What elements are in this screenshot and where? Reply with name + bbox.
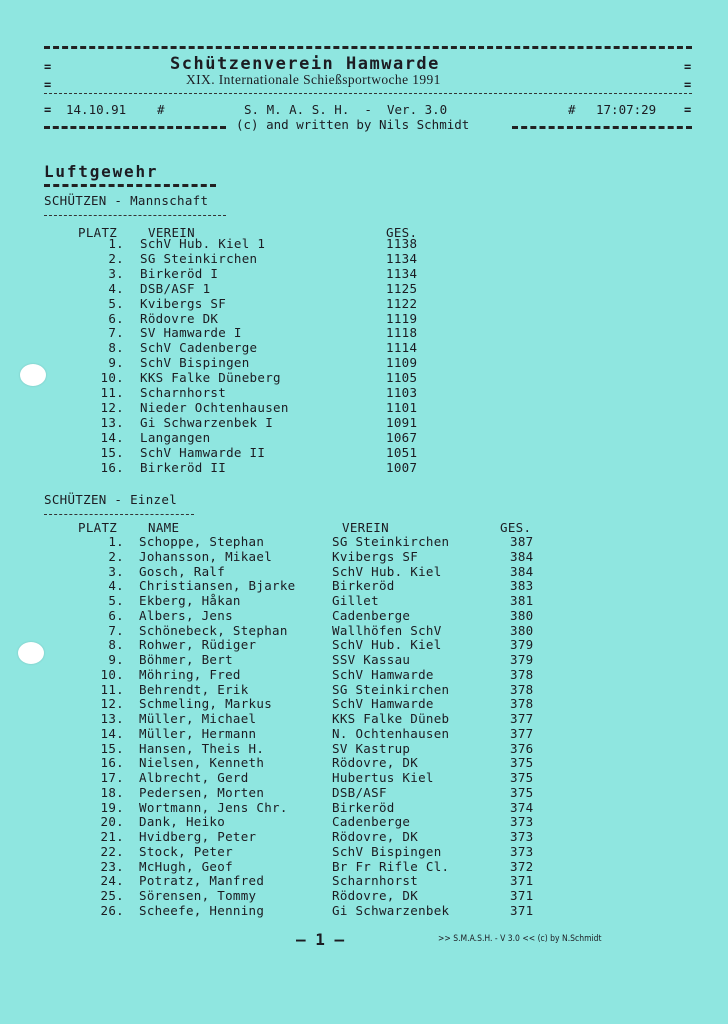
- team-row: [0, 281, 728, 296]
- team-ges: 1103: [386, 385, 418, 400]
- single-platz: 10.: [100, 666, 124, 682]
- single-name: Dank, Heiko: [139, 814, 226, 830]
- single-row: [0, 578, 728, 593]
- single-ges: 378: [510, 666, 534, 682]
- single-verein: SG Steinkirchen: [332, 534, 450, 549]
- header-right-marker: =: [684, 60, 692, 74]
- team-row: [0, 311, 728, 326]
- team-verein: SchV Hub. Kiel 1: [140, 236, 266, 251]
- single-row: [0, 800, 728, 815]
- single-ges: 373: [510, 814, 534, 830]
- single-name: Christiansen, Bjarke: [139, 578, 296, 594]
- team-row: [0, 340, 728, 355]
- team-section-underline: [44, 215, 226, 216]
- single-platz: 2.: [108, 548, 124, 564]
- team-row: [0, 251, 728, 266]
- single-verein: N. Ochtenhausen: [332, 725, 450, 741]
- header-rule-top: [44, 46, 692, 49]
- team-row: [0, 355, 728, 370]
- team-col-verein: VEREIN: [148, 225, 195, 240]
- single-platz: 24.: [100, 873, 124, 889]
- team-col-platz: PLATZ: [78, 225, 118, 240]
- single-row: [0, 652, 728, 667]
- team-verein: SchV Hamwarde II: [140, 444, 266, 460]
- team-ges: 1114: [386, 340, 418, 356]
- print-time: 17:07:29: [596, 102, 657, 117]
- team-platz: 14.: [100, 429, 124, 445]
- single-platz: 1.: [108, 534, 124, 549]
- team-verein: SG Steinkirchen: [140, 250, 258, 266]
- single-name: Schmeling, Markus: [139, 696, 273, 712]
- team-row: [0, 236, 728, 251]
- single-row: [0, 623, 728, 638]
- single-verein: Gillet: [332, 593, 379, 608]
- single-ges: 377: [510, 711, 534, 726]
- single-row: [0, 859, 728, 874]
- team-row: [0, 445, 728, 460]
- single-platz: 19.: [100, 799, 124, 815]
- header-right-marker: =: [684, 103, 692, 117]
- single-name: Rohwer, Rüdiger: [139, 637, 257, 653]
- single-ges: 384: [510, 563, 534, 579]
- single-name: Böhmer, Bert: [139, 652, 233, 667]
- single-ges: 381: [510, 593, 534, 608]
- team-platz: 7.: [108, 325, 124, 341]
- team-row: [0, 415, 728, 430]
- single-name: Müller, Michael: [139, 711, 257, 726]
- team-ges: 1138: [386, 236, 418, 251]
- single-name: Hvidberg, Peter: [139, 829, 257, 844]
- single-section-underline: [44, 514, 194, 515]
- single-row: [0, 696, 728, 711]
- team-verein: Nieder Ochtenhausen: [140, 399, 289, 415]
- team-ges: 1119: [386, 310, 418, 326]
- single-verein: SV Kastrup: [332, 740, 411, 756]
- single-verein: Gi Schwarzenbek: [332, 902, 450, 918]
- single-platz: 18.: [100, 784, 124, 800]
- single-platz: 5.: [108, 593, 124, 608]
- single-row: [0, 888, 728, 903]
- single-platz: 14.: [100, 725, 124, 741]
- team-row: [0, 266, 728, 281]
- single-col-name: NAME: [148, 520, 180, 535]
- single-ges: 379: [510, 652, 534, 667]
- single-verein: Wallhöfen SchV: [332, 622, 442, 638]
- single-ges: 375: [510, 770, 534, 785]
- single-verein: KKS Falke Düneb: [332, 711, 450, 726]
- team-verein: Rödovre DK: [140, 310, 219, 326]
- single-platz: 13.: [100, 711, 124, 726]
- credit-line: (c) and written by Nils Schmidt: [236, 117, 470, 132]
- single-ges: 371: [510, 873, 534, 889]
- team-ges: 1125: [386, 280, 418, 296]
- single-ges: 374: [510, 799, 534, 815]
- team-ges: 1122: [386, 295, 418, 311]
- single-platz: 12.: [100, 696, 124, 712]
- print-date: 14.10.91: [66, 102, 127, 117]
- single-verein: Birkeröd: [332, 799, 395, 815]
- single-ges: 376: [510, 740, 534, 756]
- single-row: [0, 814, 728, 829]
- team-platz: 5.: [108, 295, 124, 311]
- single-col-verein: VEREIN: [342, 520, 389, 535]
- single-verein: Cadenberge: [332, 607, 411, 623]
- team-ges: 1134: [386, 250, 418, 266]
- team-platz: 8.: [108, 340, 124, 356]
- single-ges: 371: [510, 902, 534, 918]
- discipline-underline: [44, 184, 216, 187]
- header-left-marker: =: [44, 60, 52, 74]
- single-verein: Rödovre, DK: [332, 888, 419, 903]
- team-platz: 13.: [100, 414, 124, 430]
- team-platz: 15.: [100, 444, 124, 460]
- team-platz: 11.: [100, 385, 124, 400]
- team-platz: 1.: [108, 236, 124, 251]
- team-verein: Birkeröd II: [140, 459, 227, 475]
- single-verein: Rödovre, DK: [332, 829, 419, 844]
- single-verein: Br Fr Rifle Cl.: [332, 858, 450, 874]
- single-row: [0, 549, 728, 564]
- single-ges: 372: [510, 858, 534, 874]
- single-verein: DSB/ASF: [332, 784, 387, 800]
- single-row: [0, 682, 728, 697]
- single-row: [0, 844, 728, 859]
- event-title: XIX. Internationale Schießsportwoche 1991: [186, 72, 441, 87]
- single-platz: 23.: [100, 858, 124, 874]
- single-section-title: SCHÜTZEN - Einzel: [44, 492, 178, 507]
- single-ges: 380: [510, 607, 534, 623]
- single-row: [0, 726, 728, 741]
- team-verein: DSB/ASF 1: [140, 280, 211, 296]
- single-verein: SG Steinkirchen: [332, 681, 450, 697]
- team-platz: 10.: [100, 370, 124, 386]
- single-verein: SchV Hub. Kiel: [332, 637, 442, 653]
- team-row: [0, 296, 728, 311]
- single-ges: 383: [510, 578, 534, 594]
- single-ges: 375: [510, 755, 534, 771]
- single-verein: Kvibergs SF: [332, 548, 419, 564]
- club-name: Schützenverein Hamwarde: [170, 54, 440, 74]
- single-platz: 11.: [100, 681, 124, 697]
- single-row: [0, 755, 728, 770]
- single-name: Sörensen, Tommy: [139, 888, 257, 903]
- team-platz: 6.: [108, 310, 124, 326]
- single-row: [0, 637, 728, 652]
- header-rule-bottom-right: [512, 126, 692, 129]
- single-row: [0, 770, 728, 785]
- team-row: [0, 400, 728, 415]
- single-col-platz: PLATZ: [78, 520, 118, 535]
- single-platz: 6.: [108, 607, 124, 623]
- single-name: Gosch, Ralf: [139, 563, 226, 579]
- page-number: — 1 —: [296, 930, 345, 949]
- team-ges: 1051: [386, 444, 418, 460]
- header-left-marker: =: [44, 78, 52, 92]
- single-name: Müller, Hermann: [139, 725, 257, 741]
- team-ges: 1105: [386, 370, 418, 386]
- single-ges: 373: [510, 843, 534, 859]
- header-left-marker: =: [44, 103, 52, 117]
- program-version: S. M. A. S. H. - Ver. 3.0: [244, 102, 448, 117]
- single-ges: 384: [510, 548, 534, 564]
- team-verein: KKS Falke Düneberg: [140, 370, 281, 386]
- single-verein: Rödovre, DK: [332, 755, 419, 771]
- team-col-ges: GES.: [386, 225, 418, 240]
- header-rule-bottom-left: [44, 126, 226, 129]
- single-name: Wortmann, Jens Chr.: [139, 799, 288, 815]
- team-ges: 1091: [386, 414, 418, 430]
- single-verein: SSV Kassau: [332, 652, 411, 667]
- single-ges: 378: [510, 696, 534, 712]
- team-verein: SchV Cadenberge: [140, 340, 258, 356]
- single-platz: 4.: [108, 578, 124, 594]
- single-platz: 9.: [108, 652, 124, 667]
- team-platz: 4.: [108, 280, 124, 296]
- single-name: McHugh, Geof: [139, 858, 233, 874]
- single-row: [0, 608, 728, 623]
- team-row: [0, 325, 728, 340]
- single-platz: 21.: [100, 829, 124, 844]
- single-verein: Cadenberge: [332, 814, 411, 830]
- single-name: Albers, Jens: [139, 607, 233, 623]
- hash-separator: #: [568, 102, 576, 117]
- single-verein: SchV Hub. Kiel: [332, 563, 442, 579]
- team-row: [0, 430, 728, 445]
- single-verein: SchV Hamwarde: [332, 696, 434, 712]
- single-name: Albrecht, Gerd: [139, 770, 249, 785]
- team-ges: 1067: [386, 429, 418, 445]
- team-verein: SchV Bispingen: [140, 355, 250, 371]
- single-name: Potratz, Manfred: [139, 873, 265, 889]
- single-row: [0, 534, 728, 549]
- single-row: [0, 903, 728, 918]
- single-platz: 3.: [108, 563, 124, 579]
- team-ges: 1118: [386, 325, 418, 341]
- single-platz: 25.: [100, 888, 124, 903]
- single-ges: 387: [510, 534, 534, 549]
- single-row: [0, 741, 728, 756]
- single-platz: 20.: [100, 814, 124, 830]
- single-row: [0, 873, 728, 888]
- single-name: Möhring, Fred: [139, 666, 241, 682]
- single-row: [0, 829, 728, 844]
- single-name: Schoppe, Stephan: [139, 534, 265, 549]
- team-row: [0, 385, 728, 400]
- team-verein: Scharnhorst: [140, 385, 227, 400]
- single-name: Ekberg, Håkan: [139, 593, 241, 608]
- single-name: Hansen, Theis H.: [139, 740, 265, 756]
- team-verein: Langangen: [140, 429, 211, 445]
- single-name: Pedersen, Morten: [139, 784, 265, 800]
- team-ges: 1109: [386, 355, 418, 371]
- single-name: Stock, Peter: [139, 843, 233, 859]
- hash-separator: #: [157, 102, 165, 117]
- team-row: [0, 460, 728, 475]
- single-row: [0, 564, 728, 579]
- single-platz: 17.: [100, 770, 124, 785]
- single-platz: 22.: [100, 843, 124, 859]
- single-ges: 379: [510, 637, 534, 653]
- single-ges: 375: [510, 784, 534, 800]
- single-row: [0, 785, 728, 800]
- header-rule-mid: [44, 93, 692, 94]
- single-verein: SchV Hamwarde: [332, 666, 434, 682]
- single-name: Scheefe, Henning: [139, 902, 265, 918]
- single-row: [0, 711, 728, 726]
- single-verein: SchV Bispingen: [332, 843, 442, 859]
- team-platz: 9.: [108, 355, 124, 371]
- team-ges: 1007: [386, 459, 418, 475]
- team-platz: 12.: [100, 399, 124, 415]
- team-verein: SV Hamwarde I: [140, 325, 242, 341]
- single-verein: Birkeröd: [332, 578, 395, 594]
- single-row: [0, 667, 728, 682]
- team-ges: 1134: [386, 265, 418, 281]
- single-col-ges: GES.: [500, 520, 532, 535]
- discipline-heading: Luftgewehr: [44, 162, 159, 181]
- team-row: [0, 370, 728, 385]
- single-ges: 378: [510, 681, 534, 697]
- team-verein: Kvibergs SF: [140, 295, 227, 311]
- single-verein: Hubertus Kiel: [332, 770, 434, 785]
- single-verein: Scharnhorst: [332, 873, 419, 889]
- team-ges: 1101: [386, 399, 418, 415]
- single-name: Schönebeck, Stephan: [139, 622, 288, 638]
- team-platz: 2.: [108, 250, 124, 266]
- single-ges: 380: [510, 622, 534, 638]
- single-ges: 371: [510, 888, 534, 903]
- single-platz: 26.: [100, 902, 124, 918]
- team-section-title: SCHÜTZEN - Mannschaft: [44, 193, 209, 208]
- single-name: Nielsen, Kenneth: [139, 755, 265, 771]
- single-platz: 16.: [100, 755, 124, 771]
- single-row: [0, 593, 728, 608]
- single-ges: 377: [510, 725, 534, 741]
- single-ges: 373: [510, 829, 534, 844]
- single-platz: 7.: [108, 622, 124, 638]
- team-verein: Birkeröd I: [140, 265, 219, 281]
- single-name: Johansson, Mikael: [139, 548, 273, 564]
- header-right-marker: =: [684, 78, 692, 92]
- single-platz: 8.: [108, 637, 124, 653]
- footer-tagline: >> S.M.A.S.H. - V 3.0 << (c) by N.Schmidt: [438, 934, 602, 944]
- single-name: Behrendt, Erik: [139, 681, 249, 697]
- team-verein: Gi Schwarzenbek I: [140, 414, 274, 430]
- team-platz: 16.: [100, 459, 124, 475]
- team-platz: 3.: [108, 265, 124, 281]
- single-platz: 15.: [100, 740, 124, 756]
